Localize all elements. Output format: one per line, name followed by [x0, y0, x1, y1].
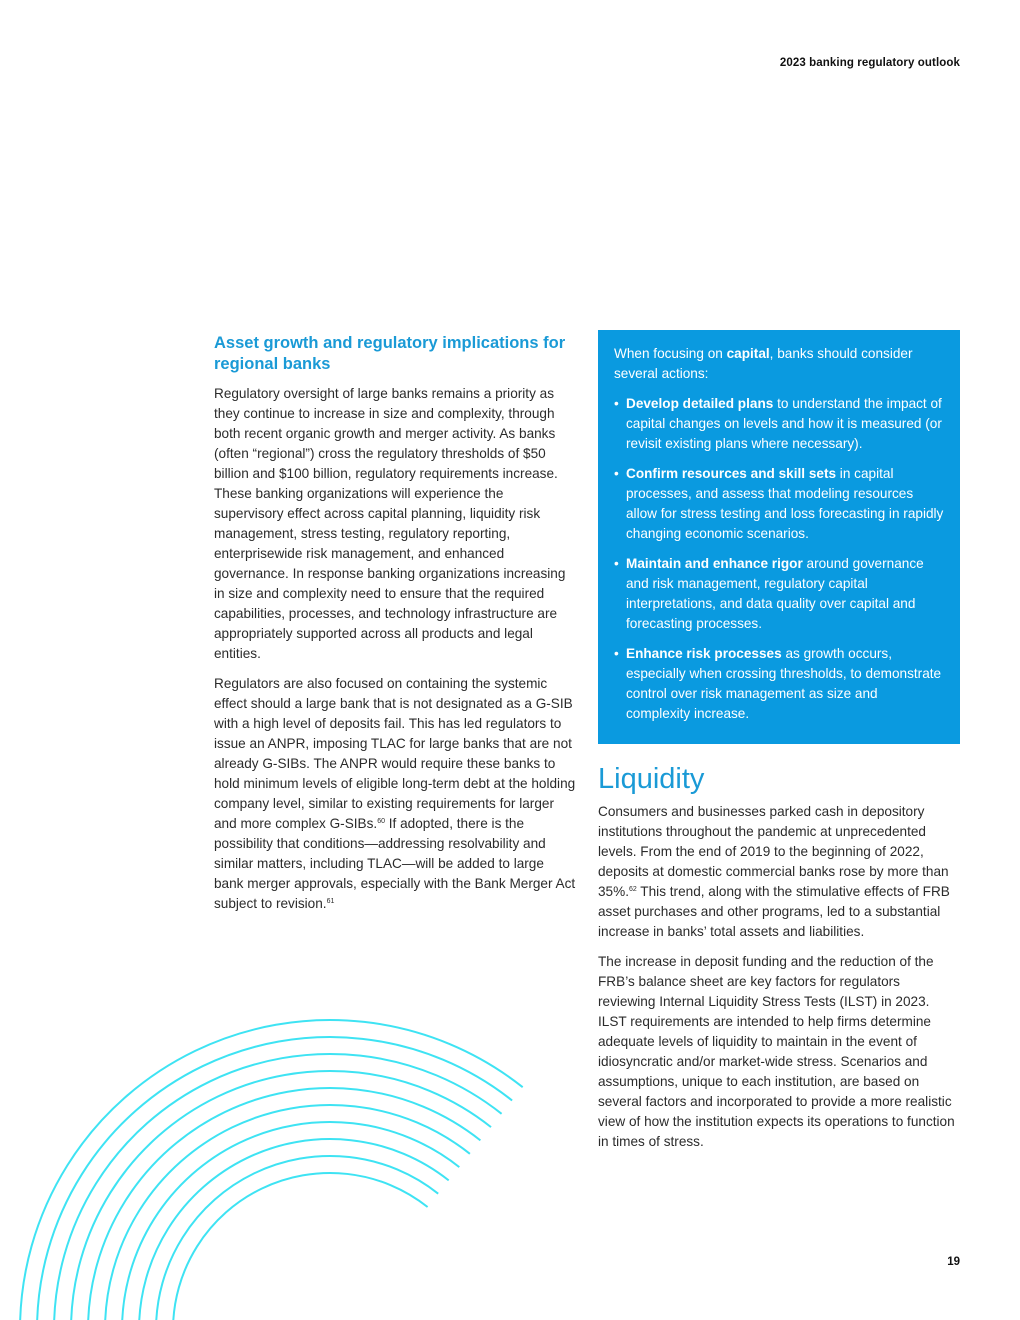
decorative-arcs — [0, 1000, 540, 1320]
item-text: to understand the impact of capital changes on levels and how it is measured (or revisit existing plans where necessary). — [626, 396, 942, 451]
left-column — [214, 333, 576, 924]
item-emphasis: Confirm resources and skill sets — [626, 466, 837, 481]
section-heading-liquidity: Liquidity — [598, 763, 705, 795]
item-text: around governance and risk management, regulatory capital interpretations, and data quality over capital and forecasting processes. — [626, 556, 924, 631]
intro-text: , banks should consider several actions: — [614, 346, 913, 381]
paragraph-text: This trend, along with the stimulative effects of FRB asset purchases and other programs, led to a substantial increase in banks’ total assets and liabilities. — [598, 884, 950, 939]
decorative-arc — [156, 1156, 438, 1320]
intro-emphasis: capital — [726, 346, 770, 361]
footnote-marker[interactable]: 60 — [377, 818, 385, 825]
item-text: in capital processes, and assess that modeling resources allow for stress testing and loss forecasting in rapidly changing economic scenarios. — [626, 466, 944, 541]
body-paragraph: The increase in deposit funding and the reduction of the FRB’s balance sheet are key factors for regulators reviewing Internal Liquidity Stress Tests (ILST) in 2023. ILST requirements are intended to help firms determine adequate levels of liquidity to maintain in the event of idiosyncratic and/or market-wide stress. Scenarios and assumptions, unique to each institution, are based on several factors and incorporated to provide a more realistic view of how the institution expects its operations to function in times of stress. — [598, 954, 955, 1149]
paragraph-text: Consumers and businesses parked cash in depository institutions throughout the pandemic at unprecedented levels. From the end of 2019 to the beginning of 2022, deposits at domestic commercial banks rose by more than 35%. — [598, 804, 949, 899]
bullet-icon: • — [614, 646, 619, 661]
body-paragraph — [598, 802, 960, 942]
callout-list-item — [614, 644, 944, 724]
body-paragraph — [214, 674, 576, 914]
right-column — [598, 330, 960, 1162]
running-header: 2023 banking regulatory outlook — [779, 57, 960, 69]
bullet-icon: • — [614, 556, 619, 571]
paragraph-text: If adopted, there is the possibility that conditions—addressing resolvability and similar matters, including TLAC—will be added to large bank merger approvals, especially with the Bank Merger Act subject to revision. — [214, 816, 576, 911]
callout-intro — [614, 344, 944, 384]
callout-list — [614, 394, 944, 724]
item-emphasis: Enhance risk processes — [626, 646, 782, 661]
decorative-arc — [20, 1020, 523, 1320]
decorative-arc — [37, 1037, 512, 1320]
intro-text: When focusing on — [614, 346, 727, 361]
page-number: 19 — [947, 1256, 960, 1268]
callout-list-item — [614, 464, 944, 544]
section-heading-regional-banks: Asset growth and regulatory implications for regional banks — [214, 334, 566, 373]
item-emphasis: Maintain and enhance rigor — [626, 556, 803, 571]
capital-actions-callout — [598, 330, 960, 744]
footnote-marker[interactable]: 61 — [326, 898, 335, 905]
decorative-arc — [139, 1139, 449, 1320]
paragraph-text: Regulators are also focused on containing the systemic effect should a large bank that is not designated as a G-SIB with a high level of deposits fail. This has led regulators to issue an ANPR, imposing TLAC for large banks that are not already G-SIBs. The ANPR would require these banks to hold minimum levels of eligible long-term debt at the holding company level, similar to existing requirements for larger and more complex G-SIBs. — [214, 676, 576, 831]
item-text: as growth occurs, especially when crossing thresholds, to demonstrate control over risk management as size and complexity increase. — [626, 646, 942, 721]
footnote-marker[interactable]: 62 — [628, 886, 637, 893]
callout-list-item — [614, 554, 944, 634]
decorative-arc — [173, 1173, 428, 1320]
bullet-icon: • — [614, 396, 619, 411]
item-emphasis: Develop detailed plans — [626, 396, 774, 411]
body-paragraph: Regulatory oversight of large banks remains a priority as they continue to increase in size and complexity, through both recent organic growth and merger activity. As banks (often “regional”) cross the regulatory thresholds of $50 billion and $100 billion, regulatory requirements increase. These banking organizations will experience the supervisory effect across capital planning, liquidity risk management, stress testing, regulatory reporting, enterprisewide risk management, and enhanced governance. In response banking organizations increasing in size and complexity need to ensure that the required capabilities, processes, and technology infrastructure are appropriately supported across all products and legal entities. — [214, 386, 566, 661]
decorative-arc — [105, 1105, 470, 1320]
callout-list-item — [614, 394, 944, 454]
bullet-icon: • — [614, 466, 619, 481]
